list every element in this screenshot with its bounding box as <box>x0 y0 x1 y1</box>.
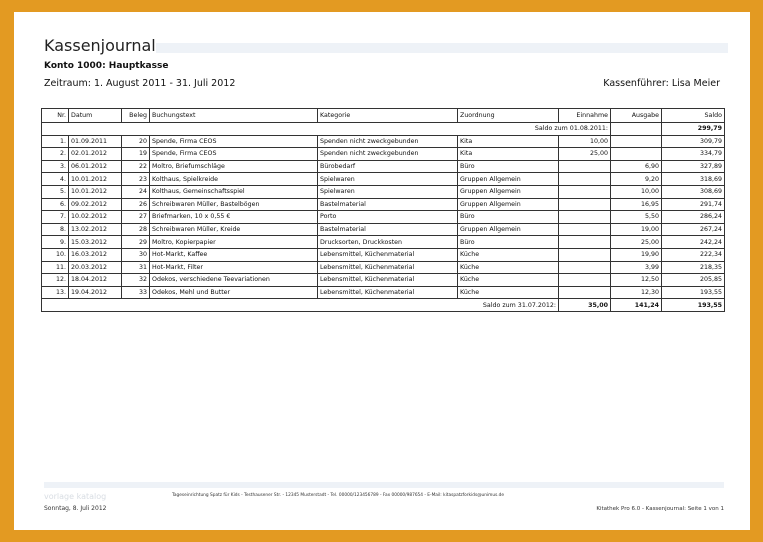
cell-datum: 09.02.2012 <box>69 198 122 211</box>
cell-kategorie: Bastelmaterial <box>318 223 458 236</box>
cell-saldo: 334,79 <box>662 148 725 161</box>
cell-datum: 02.01.2012 <box>69 148 122 161</box>
cell-beleg: 32 <box>122 274 150 287</box>
cell-zuordnung: Gruppen Allgemein <box>458 198 559 211</box>
cell-beleg: 23 <box>122 173 150 186</box>
cell-beleg: 28 <box>122 223 150 236</box>
col-ausgabe: Ausgabe <box>611 109 662 123</box>
cell-saldo: 318,69 <box>662 173 725 186</box>
cell-text: Odekos, verschiedene Teevariationen <box>150 274 318 287</box>
cell-einnahme <box>559 223 611 236</box>
cell-datum: 15.03.2012 <box>69 236 122 249</box>
col-zuordnung: Zuordnung <box>458 109 559 123</box>
cell-zuordnung: Küche <box>458 248 559 261</box>
cell-saldo: 291,74 <box>662 198 725 211</box>
col-kategorie: Kategorie <box>318 109 458 123</box>
cell-saldo: 193,55 <box>662 286 725 299</box>
footer-page-info: Kitathek Pro 6.0 - Kassenjournal: Seite 1 von 1 <box>596 506 724 512</box>
account-label: Konto 1000: Hauptkasse <box>44 61 169 71</box>
cell-text: Spende, Firma CEOS <box>150 148 318 161</box>
cell-ausgabe <box>611 148 662 161</box>
cell-datum: 10.02.2012 <box>69 211 122 224</box>
cell-text: Spende, Firma CEOS <box>150 135 318 148</box>
cell-datum: 10.01.2012 <box>69 185 122 198</box>
cell-text: Kolthaus, Spielkreide <box>150 173 318 186</box>
cell-kategorie: Bürobedarf <box>318 160 458 173</box>
table-row <box>42 211 725 224</box>
cell-einnahme <box>559 286 611 299</box>
cell-zuordnung: Büro <box>458 211 559 224</box>
cell-einnahme <box>559 160 611 173</box>
col-beleg: Beleg <box>122 109 150 123</box>
cell-ausgabe: 12,30 <box>611 286 662 299</box>
cell-einnahme <box>559 236 611 249</box>
cell-saldo: 205,85 <box>662 274 725 287</box>
cell-kategorie: Spenden nicht zweckgebunden <box>318 135 458 148</box>
cell-saldo: 222,34 <box>662 248 725 261</box>
cell-einnahme <box>559 261 611 274</box>
col-saldo: Saldo <box>662 109 725 123</box>
cell-zuordnung: Kita <box>458 135 559 148</box>
cell-kategorie: Porto <box>318 211 458 224</box>
table-row <box>42 173 725 186</box>
cell-beleg: 19 <box>122 148 150 161</box>
cell-einnahme <box>559 248 611 261</box>
cell-beleg: 20 <box>122 135 150 148</box>
cell-text: Hot-Markt, Filter <box>150 261 318 274</box>
col-nr: Nr. <box>42 109 69 123</box>
footer-address: Tageseinrichtung Spatz für Kids - Testhausener Str. - 12345 Musterstadt - Tel. 00000/123456789 - Fax 00000/987654 - E-Mail: kitaspatzforkids@unimus.de <box>172 493 505 498</box>
cell-zuordnung: Büro <box>458 236 559 249</box>
table-row <box>42 135 725 148</box>
footer-date: Sonntag, 8. Juli 2012 <box>44 505 107 512</box>
cell-kategorie: Lebensmittel, Küchenmaterial <box>318 286 458 299</box>
cell-text: Briefmarken, 10 x 0,55 € <box>150 211 318 224</box>
cell-kategorie: Spenden nicht zweckgebunden <box>318 148 458 161</box>
cell-text: Odekos, Mehl und Butter <box>150 286 318 299</box>
opening-saldo: 299,79 <box>662 123 725 136</box>
cell-zuordnung: Küche <box>458 286 559 299</box>
page-title: Kassenjournal <box>44 36 156 55</box>
opening-balance-row <box>42 123 725 136</box>
cell-ausgabe: 9,20 <box>611 173 662 186</box>
table-row <box>42 261 725 274</box>
closing-ausgabe: 141,24 <box>611 299 662 312</box>
cell-nr: 8. <box>42 223 69 236</box>
watermark: vorlage katalog <box>44 492 107 501</box>
cell-nr: 3. <box>42 160 69 173</box>
closing-balance-row <box>42 299 725 312</box>
table-row <box>42 248 725 261</box>
cell-ausgabe: 5,50 <box>611 211 662 224</box>
cell-datum: 19.04.2012 <box>69 286 122 299</box>
cell-beleg: 27 <box>122 211 150 224</box>
cell-saldo: 308,69 <box>662 185 725 198</box>
table-row <box>42 198 725 211</box>
closing-einnahme: 35,00 <box>559 299 611 312</box>
cell-nr: 7. <box>42 211 69 224</box>
journal-page <box>14 12 750 530</box>
col-einnahme: Einnahme <box>559 109 611 123</box>
journal-table <box>41 108 725 312</box>
cell-zuordnung: Küche <box>458 261 559 274</box>
cell-saldo: 242,24 <box>662 236 725 249</box>
cell-nr: 1. <box>42 135 69 148</box>
cell-einnahme: 25,00 <box>559 148 611 161</box>
cell-ausgabe: 12,50 <box>611 274 662 287</box>
cell-einnahme <box>559 185 611 198</box>
table-row <box>42 160 725 173</box>
cell-saldo: 218,35 <box>662 261 725 274</box>
table-row <box>42 286 725 299</box>
cell-ausgabe: 19,00 <box>611 223 662 236</box>
col-buchungstext: Buchungstext <box>150 109 318 123</box>
cell-saldo: 286,24 <box>662 211 725 224</box>
cell-nr: 5. <box>42 185 69 198</box>
cell-zuordnung: Küche <box>458 274 559 287</box>
cell-beleg: 22 <box>122 160 150 173</box>
cell-datum: 18.04.2012 <box>69 274 122 287</box>
cell-datum: 13.02.2012 <box>69 223 122 236</box>
cell-nr: 6. <box>42 198 69 211</box>
cell-kategorie: Drucksorten, Druckkosten <box>318 236 458 249</box>
table-row <box>42 236 725 249</box>
cell-zuordnung: Gruppen Allgemein <box>458 173 559 186</box>
closing-saldo: 193,55 <box>662 299 725 312</box>
cell-ausgabe <box>611 135 662 148</box>
cell-text: Moltro, Kopierpapier <box>150 236 318 249</box>
cell-beleg: 33 <box>122 286 150 299</box>
cell-beleg: 24 <box>122 185 150 198</box>
cell-saldo: 267,24 <box>662 223 725 236</box>
cell-ausgabe: 6,90 <box>611 160 662 173</box>
cell-nr: 9. <box>42 236 69 249</box>
cell-saldo: 309,79 <box>662 135 725 148</box>
cell-saldo: 327,89 <box>662 160 725 173</box>
cell-datum: 06.01.2012 <box>69 160 122 173</box>
cell-text: Kolthaus, Gemeinschaftsspiel <box>150 185 318 198</box>
cell-zuordnung: Büro <box>458 160 559 173</box>
cell-text: Schreibwaren Müller, Kreide <box>150 223 318 236</box>
cell-nr: 12. <box>42 274 69 287</box>
cell-beleg: 29 <box>122 236 150 249</box>
cell-zuordnung: Gruppen Allgemein <box>458 185 559 198</box>
cell-einnahme: 10,00 <box>559 135 611 148</box>
opening-label: Saldo zum 01.08.2011: <box>42 123 611 136</box>
cell-kategorie: Bastelmaterial <box>318 198 458 211</box>
cell-nr: 13. <box>42 286 69 299</box>
cell-nr: 10. <box>42 248 69 261</box>
cell-beleg: 26 <box>122 198 150 211</box>
cell-text: Schreibwaren Müller, Bastelbögen <box>150 198 318 211</box>
cell-nr: 4. <box>42 173 69 186</box>
table-row <box>42 148 725 161</box>
cell-einnahme <box>559 211 611 224</box>
period-label: Zeitraum: 1. August 2011 - 31. Juli 2012 <box>44 78 236 89</box>
cell-beleg: 30 <box>122 248 150 261</box>
cell-datum: 20.03.2012 <box>69 261 122 274</box>
table-row <box>42 223 725 236</box>
closing-label: Saldo zum 31.07.2012: <box>42 299 559 312</box>
cell-kategorie: Lebensmittel, Küchenmaterial <box>318 261 458 274</box>
cell-text: Moltro, Briefumschläge <box>150 160 318 173</box>
col-datum: Datum <box>69 109 122 123</box>
table-row <box>42 185 725 198</box>
cell-datum: 01.09.2011 <box>69 135 122 148</box>
cell-ausgabe: 3,99 <box>611 261 662 274</box>
cell-kategorie: Lebensmittel, Küchenmaterial <box>318 274 458 287</box>
cell-einnahme <box>559 274 611 287</box>
cell-einnahme <box>559 173 611 186</box>
cell-ausgabe: 25,00 <box>611 236 662 249</box>
cell-ausgabe: 16,95 <box>611 198 662 211</box>
table-header-row <box>42 109 725 123</box>
cell-ausgabe: 10,00 <box>611 185 662 198</box>
cell-kategorie: Spielwaren <box>318 173 458 186</box>
cell-kategorie: Lebensmittel, Küchenmaterial <box>318 248 458 261</box>
cashier-label: Kassenführer: Lisa Meier <box>603 78 720 89</box>
cell-zuordnung: Gruppen Allgemein <box>458 223 559 236</box>
table-row <box>42 274 725 287</box>
cell-nr: 2. <box>42 148 69 161</box>
cell-einnahme <box>559 198 611 211</box>
footer-band <box>44 482 724 488</box>
cell-nr: 11. <box>42 261 69 274</box>
cell-ausgabe: 19,90 <box>611 248 662 261</box>
cell-datum: 16.03.2012 <box>69 248 122 261</box>
cell-datum: 10.01.2012 <box>69 173 122 186</box>
cell-zuordnung: Kita <box>458 148 559 161</box>
cell-text: Hot-Markt, Kaffee <box>150 248 318 261</box>
cell-kategorie: Spielwaren <box>318 185 458 198</box>
cell-beleg: 31 <box>122 261 150 274</box>
